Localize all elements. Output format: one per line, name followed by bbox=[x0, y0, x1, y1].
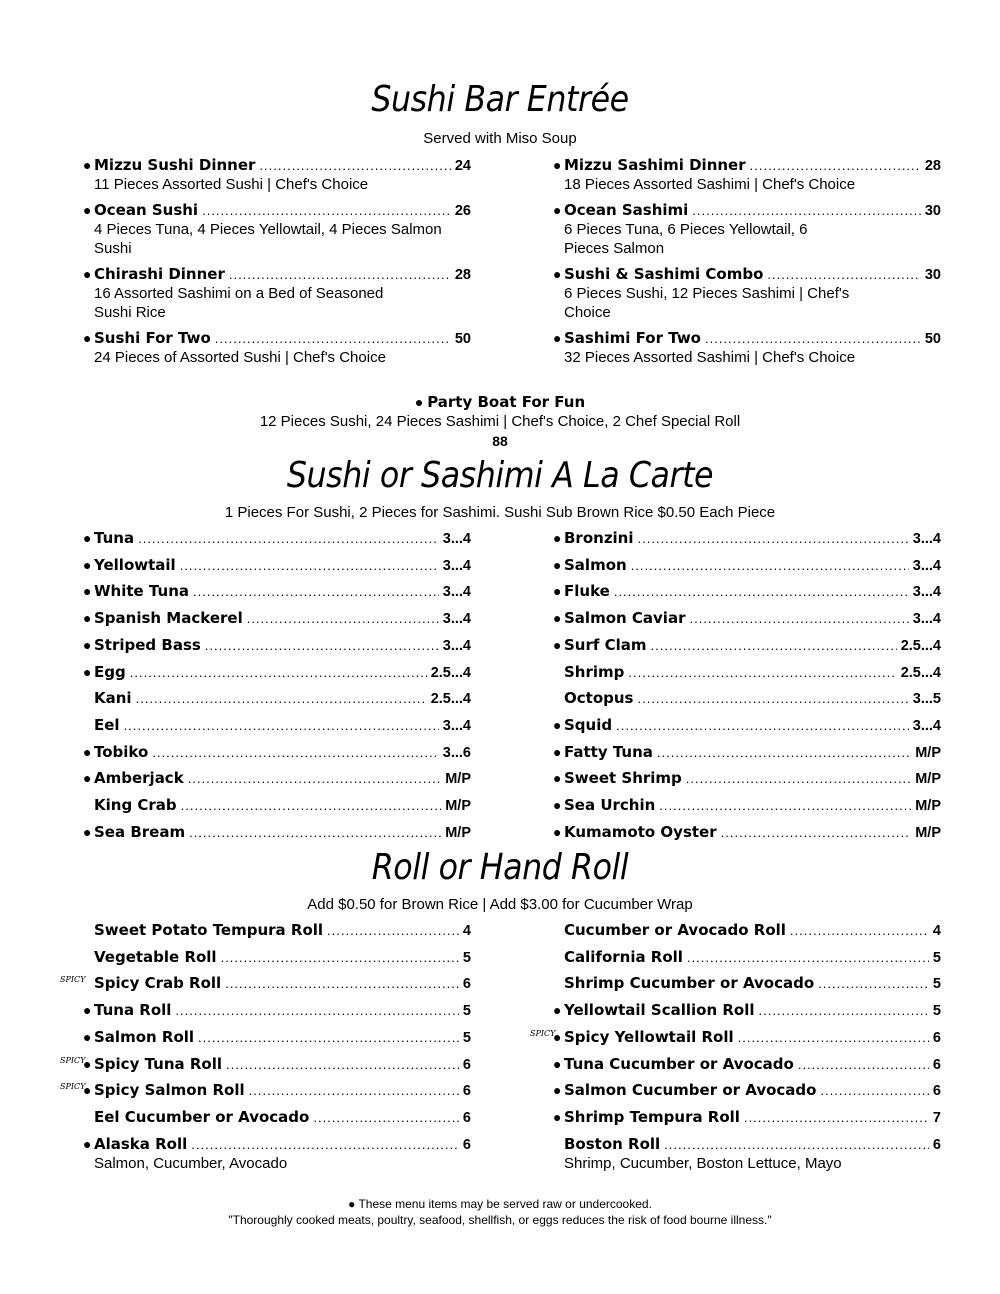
bullet-icon: ● bbox=[553, 1055, 562, 1072]
spicy-label: SPICY bbox=[60, 975, 86, 985]
bullet-icon: ● bbox=[553, 1108, 562, 1125]
leader-dots bbox=[249, 1082, 459, 1100]
menu-item bbox=[83, 265, 471, 322]
item-price: M/P bbox=[915, 824, 941, 841]
menu-item bbox=[94, 948, 471, 967]
item-name: Mizzu Sushi Dinner bbox=[94, 156, 256, 174]
item-name: Striped Bass bbox=[94, 635, 201, 654]
item-description: 6 Pieces Tuna, 6 Pieces Yellowtail, 6 Pieces Salmon bbox=[564, 221, 808, 257]
leader-dots bbox=[689, 610, 908, 628]
item-price: 28 bbox=[924, 158, 941, 174]
item-price: 6 bbox=[932, 1136, 941, 1153]
item-name: Spanish Mackerel bbox=[94, 609, 243, 628]
item-name: Yellowtail Scallion Roll bbox=[564, 1001, 755, 1020]
item-name: Salmon Roll bbox=[94, 1027, 195, 1046]
bullet-icon: ● bbox=[553, 202, 562, 218]
item-description: 24 Pieces of Assorted Sushi | Chef's Choice bbox=[94, 349, 386, 366]
leader-dots bbox=[767, 266, 920, 284]
item-name: Vegetable Roll bbox=[94, 947, 217, 966]
footer-disclaimer: "Thoroughly cooked meats, poultry, seafood, shellfish, or eggs reduces the risk of food bourne illness." bbox=[228, 1213, 772, 1227]
bullet-icon: ● bbox=[553, 266, 562, 282]
bullet-icon: ● bbox=[83, 1082, 92, 1099]
item-price: 24 bbox=[454, 158, 471, 174]
menu-item bbox=[83, 529, 471, 548]
item-price: 6 bbox=[462, 1056, 471, 1073]
menu-item bbox=[83, 742, 471, 762]
menu-item bbox=[553, 156, 941, 194]
alacarte-subtitle: 1 Pieces For Sushi, 2 Pieces for Sashimi. Sushi Sub Brown Rice $0.50 Each Piece bbox=[224, 504, 776, 521]
bullet-icon: ● bbox=[553, 770, 562, 787]
leader-dots bbox=[657, 744, 911, 762]
item-price: 6 bbox=[932, 1056, 941, 1073]
item-name: Tuna Cucumber or Avocado bbox=[564, 1054, 794, 1073]
leader-dots bbox=[705, 330, 921, 348]
leader-dots bbox=[313, 1109, 459, 1127]
item-price: 2.5...4 bbox=[900, 664, 941, 681]
item-price: 5 bbox=[462, 1029, 471, 1046]
menu-item bbox=[83, 156, 471, 194]
item-price: 6 bbox=[462, 1136, 471, 1153]
menu-item bbox=[530, 1027, 941, 1047]
item-price: 50 bbox=[924, 331, 941, 347]
alacarte-title: Sushi or Sashimi A La Carte bbox=[286, 455, 714, 496]
menu-item bbox=[60, 1081, 471, 1100]
item-name: Yellowtail bbox=[94, 555, 176, 574]
leader-dots bbox=[628, 664, 896, 682]
item-name: Eel bbox=[94, 715, 120, 734]
bullet-icon: ● bbox=[83, 636, 92, 653]
item-name: Sea Urchin bbox=[564, 796, 656, 814]
item-name: Shrimp Tempura Roll bbox=[564, 1107, 740, 1126]
item-name: Sushi & Sashimi Combo bbox=[564, 265, 764, 283]
item-name: Spicy Tuna Roll bbox=[94, 1054, 222, 1073]
menu-item bbox=[60, 974, 471, 993]
spicy-label: SPICY bbox=[60, 1082, 86, 1092]
item-price: 4 bbox=[462, 923, 471, 939]
leader-dots bbox=[687, 949, 929, 967]
item-name: Shrimp Cucumber or Avocado bbox=[564, 974, 815, 993]
leader-dots bbox=[226, 1056, 459, 1074]
leader-dots bbox=[175, 1002, 458, 1020]
item-price: 5 bbox=[932, 949, 941, 966]
item-description: 6 Pieces Sushi, 12 Pieces Sashimi | Chef's Choice bbox=[564, 285, 850, 321]
menu-item bbox=[553, 329, 941, 367]
leader-dots bbox=[225, 975, 459, 993]
leader-dots bbox=[191, 1136, 459, 1154]
bullet-icon: ● bbox=[83, 583, 92, 600]
item-price: 50 bbox=[454, 331, 471, 347]
item-price: 3...4 bbox=[442, 531, 471, 547]
item-name: Spicy Yellowtail Roll bbox=[564, 1027, 734, 1046]
bullet-icon: ● bbox=[83, 530, 92, 546]
leader-dots bbox=[820, 1082, 928, 1100]
item-price: 3...4 bbox=[442, 637, 471, 654]
item-price: 6 bbox=[932, 1083, 941, 1100]
leader-dots bbox=[790, 922, 929, 940]
bullet-icon: ● bbox=[553, 1082, 562, 1099]
item-name: Sashimi For Two bbox=[564, 329, 701, 347]
leader-dots bbox=[136, 690, 427, 708]
menu-item bbox=[553, 796, 941, 815]
menu-item bbox=[553, 1081, 941, 1100]
bullet-icon: ● bbox=[553, 743, 562, 760]
leader-dots bbox=[651, 637, 897, 655]
item-name: Fluke bbox=[564, 582, 610, 601]
item-name: Boston Roll bbox=[564, 1134, 661, 1153]
menu-item bbox=[83, 1134, 471, 1173]
item-name: Octopus bbox=[564, 689, 634, 708]
menu-item bbox=[564, 921, 941, 940]
item-name: Amberjack bbox=[94, 769, 184, 788]
item-description: Salmon, Cucumber, Avocado bbox=[94, 1154, 288, 1172]
bullet-icon: ● bbox=[553, 1002, 562, 1019]
item-name: Sushi For Two bbox=[94, 329, 211, 347]
leader-dots bbox=[189, 824, 441, 842]
item-description: 16 Assorted Sashimi on a Bed of Seasoned Sushi Rice bbox=[94, 285, 384, 321]
menu-item bbox=[553, 265, 941, 322]
leader-dots bbox=[614, 583, 909, 601]
menu-item bbox=[553, 555, 941, 575]
menu-item bbox=[553, 742, 941, 762]
leader-dots bbox=[229, 266, 451, 284]
item-name: Tobiko bbox=[94, 742, 149, 761]
bullet-icon: ● bbox=[83, 1055, 92, 1072]
menu-item bbox=[83, 582, 471, 601]
item-name: Fatty Tuna bbox=[564, 742, 653, 761]
menu-item bbox=[83, 201, 471, 258]
bullet-icon: ● bbox=[553, 716, 562, 733]
menu-item bbox=[564, 948, 941, 967]
item-price: 26 bbox=[454, 203, 471, 219]
item-name: Ocean Sashimi bbox=[564, 201, 689, 219]
item-price: 28 bbox=[454, 267, 471, 283]
menu-item bbox=[94, 1108, 471, 1127]
item-price: 6 bbox=[462, 1109, 471, 1126]
item-name: Mizzu Sashimi Dinner bbox=[564, 156, 746, 174]
item-price: 2.5...4 bbox=[430, 664, 471, 681]
item-name: Sweet Shrimp bbox=[564, 769, 682, 788]
bullet-icon: ● bbox=[83, 1135, 92, 1152]
menu-item bbox=[564, 974, 941, 993]
leader-dots bbox=[193, 583, 439, 601]
menu-item bbox=[83, 822, 471, 842]
item-price: 3...4 bbox=[912, 717, 941, 734]
bullet-icon: ● bbox=[553, 797, 562, 813]
leader-dots bbox=[152, 744, 438, 762]
item-price: 5 bbox=[462, 949, 471, 966]
item-price: 7 bbox=[932, 1109, 941, 1126]
item-price: 4 bbox=[932, 923, 941, 939]
menu-item bbox=[553, 1054, 941, 1074]
footer-line-1: These menu items may be served raw or undercooked. bbox=[358, 1197, 652, 1211]
footer-notice bbox=[0, 1197, 1000, 1212]
leader-dots bbox=[638, 530, 909, 548]
leader-dots bbox=[259, 157, 450, 175]
bullet-icon: ● bbox=[83, 330, 92, 346]
menu-item bbox=[94, 689, 471, 708]
item-description: Shrimp, Cucumber, Boston Lettuce, Mayo bbox=[564, 1154, 842, 1172]
leader-dots bbox=[659, 797, 911, 815]
item-price: 3...4 bbox=[442, 557, 471, 574]
item-name: Spicy Salmon Roll bbox=[94, 1081, 245, 1100]
bullet-icon: ● bbox=[553, 1028, 562, 1045]
item-price: 3...5 bbox=[912, 691, 941, 708]
item-price: M/P bbox=[445, 771, 471, 788]
item-price: M/P bbox=[445, 798, 471, 814]
item-name: California Roll bbox=[564, 947, 683, 966]
bullet-icon: ● bbox=[83, 266, 92, 282]
item-price: M/P bbox=[915, 798, 941, 814]
item-name: Tuna Roll bbox=[94, 1001, 172, 1020]
leader-dots bbox=[616, 717, 909, 735]
item-name: Salmon Cucumber or Avocado bbox=[564, 1081, 817, 1100]
menu-item bbox=[94, 716, 471, 735]
bullet-icon: ● bbox=[414, 394, 428, 410]
item-price: 2.5...4 bbox=[900, 637, 941, 654]
bullet-icon: ● bbox=[553, 530, 562, 546]
leader-dots bbox=[738, 1029, 929, 1047]
bullet-icon: ● bbox=[553, 157, 562, 173]
menu-item bbox=[564, 1135, 941, 1173]
bullet-icon: ● bbox=[553, 583, 562, 600]
menu-item bbox=[553, 1107, 941, 1127]
menu-item bbox=[553, 822, 941, 842]
item-price: 30 bbox=[924, 203, 941, 219]
item-name: Surf Clam bbox=[564, 635, 647, 654]
item-name: White Tuna bbox=[94, 582, 189, 601]
item-price: 6 bbox=[462, 1083, 471, 1100]
item-name: Bronzini bbox=[564, 529, 634, 547]
spicy-label: SPICY bbox=[530, 1028, 556, 1038]
item-price: 3...4 bbox=[442, 717, 471, 734]
item-name: Alaska Roll bbox=[94, 1134, 188, 1153]
leader-dots bbox=[692, 202, 921, 220]
item-price: 5 bbox=[932, 976, 941, 993]
item-price: 3...6 bbox=[442, 744, 471, 761]
bullet-icon: ● bbox=[83, 770, 92, 787]
bullet-icon: ● bbox=[83, 157, 92, 173]
menu-item bbox=[553, 609, 941, 628]
leader-dots bbox=[202, 202, 451, 220]
item-name: Salmon Caviar bbox=[564, 609, 686, 628]
leader-dots bbox=[759, 1002, 929, 1020]
rolls-subtitle: Add $0.50 for Brown Rice | Add $3.00 for Cucumber Wrap bbox=[307, 896, 693, 913]
item-name: Squid bbox=[564, 715, 613, 734]
bullet-icon: ● bbox=[83, 663, 92, 680]
leader-dots bbox=[247, 610, 439, 628]
leader-dots bbox=[818, 975, 929, 993]
leader-dots bbox=[198, 1029, 459, 1047]
bullet-icon: ● bbox=[553, 636, 562, 653]
item-description: 11 Pieces Assorted Sushi | Chef's Choice bbox=[94, 176, 369, 193]
bullet-icon: ● bbox=[83, 610, 92, 627]
bullet-icon: ● bbox=[553, 330, 562, 346]
menu-item bbox=[83, 1027, 471, 1047]
menu-item bbox=[553, 1001, 941, 1020]
leader-dots bbox=[798, 1056, 929, 1074]
item-name: Sweet Potato Tempura Roll bbox=[94, 921, 324, 939]
entree-subtitle: Served with Miso Soup bbox=[423, 130, 577, 147]
menu-item bbox=[564, 689, 941, 708]
menu-item bbox=[83, 769, 471, 788]
menu-item bbox=[553, 635, 941, 655]
item-price: 3...4 bbox=[912, 557, 941, 574]
bullet-icon: ● bbox=[83, 556, 92, 573]
item-name: Kumamoto Oyster bbox=[564, 822, 717, 841]
menu-item bbox=[564, 663, 941, 682]
bullet-icon: ● bbox=[553, 610, 562, 627]
rolls-title: Roll or Hand Roll bbox=[371, 847, 629, 888]
leader-dots bbox=[215, 330, 451, 348]
leader-dots bbox=[180, 557, 439, 575]
menu-item bbox=[83, 609, 471, 628]
item-price: M/P bbox=[445, 824, 471, 841]
leader-dots bbox=[721, 824, 912, 842]
bullet-icon: ● bbox=[553, 823, 562, 840]
menu-item bbox=[553, 769, 941, 788]
menu-item bbox=[83, 662, 471, 682]
leader-dots bbox=[221, 949, 459, 967]
party-boat-description: 12 Pieces Sushi, 24 Pieces Sashimi | Chef's Choice, 2 Chef Special Roll bbox=[259, 413, 741, 430]
menu-item bbox=[83, 1001, 471, 1020]
menu-item bbox=[553, 529, 941, 548]
party-boat-name: Party Boat For Fun bbox=[427, 393, 586, 411]
leader-dots bbox=[637, 690, 908, 708]
menu-item bbox=[94, 921, 471, 940]
leader-dots bbox=[124, 717, 439, 735]
item-name: Salmon bbox=[564, 555, 627, 574]
spicy-label: SPICY bbox=[60, 1055, 86, 1065]
menu-item bbox=[83, 635, 471, 655]
item-name: Sea Bream bbox=[94, 822, 186, 841]
menu-item bbox=[553, 582, 941, 601]
leader-dots bbox=[205, 637, 439, 655]
item-name: Kani bbox=[94, 689, 132, 708]
item-price: 5 bbox=[932, 1003, 941, 1020]
item-name: Ocean Sushi bbox=[94, 201, 199, 219]
bullet-icon: ● bbox=[553, 556, 562, 573]
leader-dots bbox=[181, 797, 442, 815]
menu-item bbox=[553, 201, 941, 258]
item-price: 3...4 bbox=[442, 584, 471, 601]
leader-dots bbox=[664, 1136, 929, 1154]
item-price: M/P bbox=[915, 744, 941, 761]
leader-dots bbox=[686, 770, 911, 788]
bullet-icon: ● bbox=[348, 1197, 359, 1211]
party-boat bbox=[0, 393, 1000, 450]
bullet-icon: ● bbox=[83, 743, 92, 760]
leader-dots bbox=[750, 157, 921, 175]
menu-item bbox=[553, 715, 941, 735]
party-boat-price: 88 bbox=[492, 433, 508, 449]
item-name: Shrimp bbox=[564, 662, 625, 681]
menu-item bbox=[83, 329, 471, 367]
item-price: 6 bbox=[932, 1029, 941, 1046]
menu-item bbox=[94, 796, 471, 815]
item-name: Egg bbox=[94, 662, 126, 681]
leader-dots bbox=[138, 530, 439, 548]
item-name: Tuna bbox=[94, 529, 135, 547]
bullet-icon: ● bbox=[83, 823, 92, 840]
item-name: Chirashi Dinner bbox=[94, 265, 225, 283]
menu-item bbox=[83, 555, 471, 575]
bullet-icon: ● bbox=[83, 1002, 92, 1019]
leader-dots bbox=[188, 770, 442, 788]
item-price: 3...4 bbox=[912, 611, 941, 628]
bullet-icon: ● bbox=[83, 202, 92, 218]
leader-dots bbox=[744, 1109, 929, 1127]
item-price: M/P bbox=[915, 771, 941, 788]
item-price: 2.5...4 bbox=[430, 691, 471, 708]
item-description: 32 Pieces Assorted Sashimi | Chef's Choice bbox=[564, 349, 856, 366]
menu-item bbox=[60, 1054, 471, 1074]
item-name: Eel Cucumber or Avocado bbox=[94, 1107, 310, 1126]
item-price: 3...4 bbox=[442, 611, 471, 628]
item-description: 4 Pieces Tuna, 4 Pieces Yellowtail, 4 Pieces Salmon Sushi bbox=[94, 221, 442, 257]
item-price: 3...4 bbox=[912, 531, 941, 547]
bullet-icon: ● bbox=[83, 1028, 92, 1045]
entree-title: Sushi Bar Entrée bbox=[371, 79, 629, 120]
item-name: Cucumber or Avocado Roll bbox=[564, 921, 786, 939]
item-price: 5 bbox=[462, 1003, 471, 1020]
item-price: 30 bbox=[924, 267, 941, 283]
item-price: 3...4 bbox=[912, 584, 941, 601]
leader-dots bbox=[327, 922, 459, 940]
leader-dots bbox=[631, 557, 909, 575]
leader-dots bbox=[130, 664, 427, 682]
item-price: 6 bbox=[462, 976, 471, 993]
item-name: Spicy Crab Roll bbox=[94, 974, 222, 993]
item-description: 18 Pieces Assorted Sashimi | Chef's Choice bbox=[564, 176, 856, 193]
item-name: King Crab bbox=[94, 796, 177, 814]
